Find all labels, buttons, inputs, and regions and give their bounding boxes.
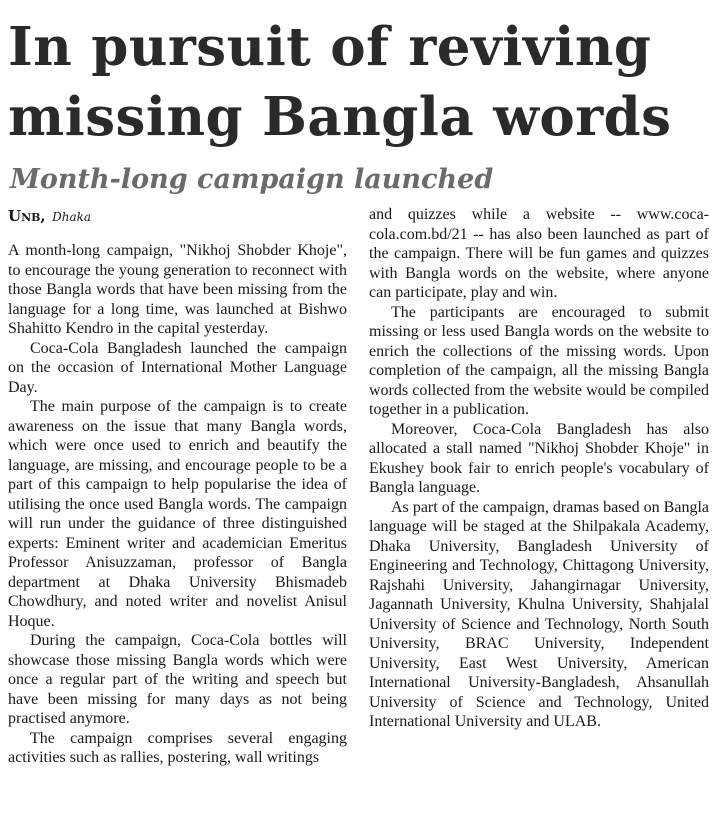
paragraph: The main purpose of the campaign is to create awareness on the issue that many Bangla words, which were once used to enrich and beautify the language, are missing, and encourage people to be a part of this campaign to help popularise the idea of utilising the once used Bangla words. The campaign will run under the guidance of three distinguished experts: Eminent writer and academician Emeritus Professor Anisuzzaman, professor of Bangla department at Dhaka University Bhismadeb Chowdhury, and noted writer and novelist Anisul Hoque. <box>8 398 347 630</box>
byline-place: Dhaka <box>52 210 92 224</box>
paragraph: As part of the campaign, dramas based on Bangla language will be staged at the Shilpakala Academy, Dhaka University, Bangladesh University of Engineering and Technology, Chittagong University, Rajshahi University, Jahangirnagar University, Jagannath University, Khulna University, Shahjalal University of Science and Technology, North South University, BRAC University, Independent University, East West University, American International University-Bangladesh, Ahsanullah University of Science and Technology, United International University and ULAB. <box>369 498 709 730</box>
article-headline <box>8 12 713 152</box>
byline-agency: Unb, <box>8 207 46 225</box>
left-column <box>8 241 347 768</box>
article-byline <box>8 207 91 226</box>
right-column <box>369 205 709 732</box>
headline-line-2: missing Bangla words <box>8 86 672 148</box>
paragraph: and quizzes while a website -- www.coca-cola.com.bd/21 -- has also been launched as part of the campaign. There will be fun games and quizzes with Bangla words on the website, where anyone can participate, play and win. <box>369 206 709 301</box>
paragraph: During the campaign, Coca-Cola bottles will showcase those missing Bangla words which were once a regular part of the writing and speech but have been missing for many days as not being practised anymore. <box>8 632 347 727</box>
headline-line-1: In pursuit of reviving <box>8 16 652 78</box>
paragraph: Coca-Cola Bangladesh launched the campaign on the occasion of International Mother Language Day. <box>8 339 347 396</box>
paragraph: Moreover, Coca-Cola Bangladesh has also allocated a stall named "Nikhoj Shobder Khoje" in Ekushey book fair to enrich people's vocabulary of Bangla language. <box>369 420 709 496</box>
paragraph: The participants are encouraged to submit missing or less used Bangla words on the website to enrich the collections of the missing words. Upon completion of the campaign, all the missing Bangla words collected from the website would be compiled together in a publication. <box>369 303 709 418</box>
article-subheadline: Month-long campaign launched <box>10 164 494 195</box>
paragraph: A month-long campaign, "Nikhoj Shobder Khoje", to encourage the young generation to reconnect with those Bangla words that have been missing from the language for a long time, was launched at Bishwo Shahitto Kendro in the capital yesterday. <box>8 242 347 337</box>
paragraph: The campaign comprises several engaging activities such as rallies, postering, wall writings <box>8 729 347 766</box>
